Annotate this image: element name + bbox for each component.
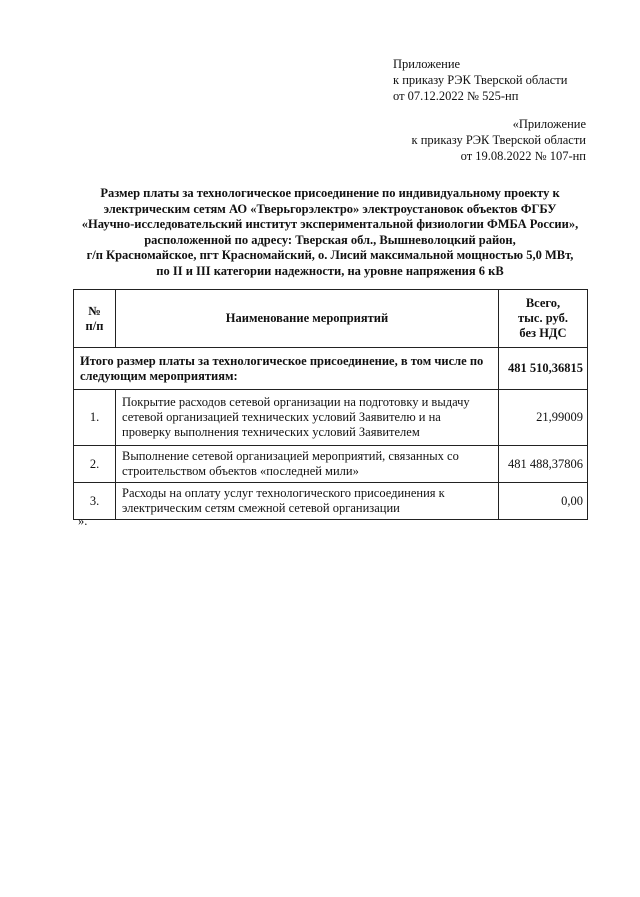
- column-header-number: № п/п: [74, 290, 116, 348]
- appendix-header-previous: [412, 116, 586, 164]
- table-header-row: [74, 290, 588, 348]
- row-value: 0,00: [499, 483, 588, 520]
- document-title: [60, 186, 600, 279]
- row-value: 481 488,37806: [499, 446, 588, 483]
- row-number: 1.: [74, 390, 116, 446]
- row-number: 3.: [74, 483, 116, 520]
- header-previous-line: к приказу РЭК Тверской области: [411, 133, 586, 147]
- table-row: [74, 483, 588, 520]
- title-line: электрическим сетям АО «Тверьгорэлектро» электроустановок объектов ФГБУ: [103, 201, 557, 216]
- row-number: 2.: [74, 446, 116, 483]
- table-row: [74, 446, 588, 483]
- title-line: «Научно-исследовательский институт экспериментальной физиологии ФМБА России»,: [81, 217, 579, 231]
- header-current-line: Приложение: [393, 57, 461, 71]
- header-current-line: от 07.12.2022 № 525-нп: [393, 89, 519, 103]
- row-value: 21,99009: [499, 390, 588, 446]
- row-name: Расходы на оплату услуг технологического присоединения к электрическим сетям смежной сетевой организации: [116, 483, 499, 520]
- header-previous-line: «Приложение: [512, 117, 586, 131]
- total-value: 481 510,36815: [499, 348, 588, 390]
- header-current-line: к приказу РЭК Тверской области: [393, 73, 568, 87]
- row-name: Покрытие расходов сетевой организации на подготовку и выдачу сетевой организацией технических условий Заявителю и на проверку выполнения технических условий Заявителем: [116, 390, 499, 446]
- fee-table: [73, 289, 588, 520]
- appendix-header-current: [393, 56, 567, 104]
- total-label: Итого размер платы за технологическое присоединение, в том числе по следующим мероприятиям:: [74, 348, 499, 390]
- title-line: по II и III категории надежности, на уровне напряжения 6 кВ: [156, 263, 504, 278]
- column-header-name: Наименование мероприятий: [116, 290, 499, 348]
- closing-quote: ».: [78, 514, 88, 528]
- title-line: Размер платы за технологическое присоединение по индивидуальному проекту к: [100, 186, 560, 200]
- header-previous-line: от 19.08.2022 № 107-нп: [460, 149, 586, 163]
- title-line: расположенной по адресу: Тверская обл., Вышневолоцкий район,: [144, 232, 516, 247]
- row-name: Выполнение сетевой организацией мероприятий, связанных со строительством объектов «последней мили»: [116, 446, 499, 483]
- table-total-row: [74, 348, 588, 390]
- table-row: [74, 390, 588, 446]
- column-header-total: Всего, тыс. руб. без НДС: [499, 290, 588, 348]
- title-line: г/п Красномайское, пгт Красномайский, о. Лисий максимальной мощностью 5,0 МВт,: [86, 248, 574, 262]
